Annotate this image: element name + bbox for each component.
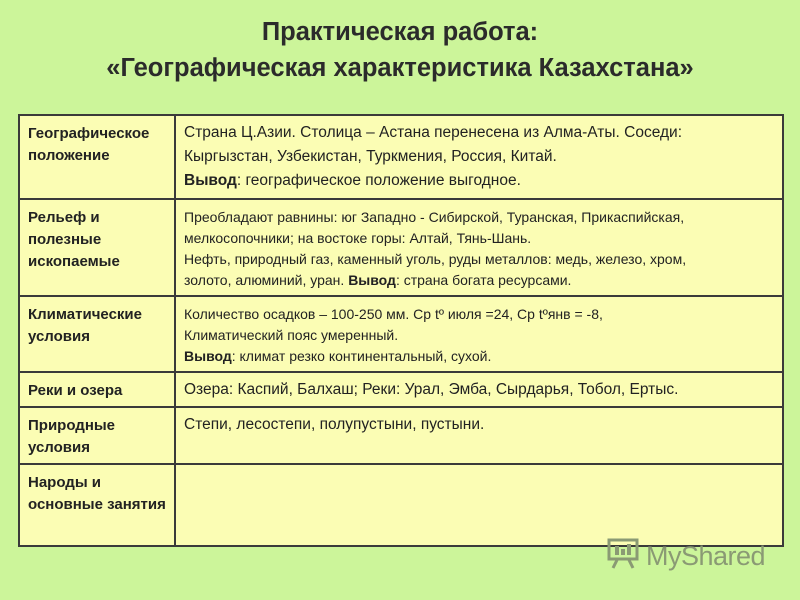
watermark — [606, 536, 765, 576]
table-row — [19, 372, 783, 407]
content-line: Кыргызстан, Узбекистан, Туркмения, Россия, Китай. — [184, 148, 557, 165]
conclusion-text: : климат резко континентальный, сухой. — [231, 348, 492, 364]
content-line: мелкосопочники; на востоке горы: Алтай, Тянь-Шань. — [184, 230, 532, 246]
slide-title — [0, 14, 800, 86]
table-row — [19, 407, 783, 464]
title-line-1: Практическая работа: — [261, 18, 539, 46]
row-content — [175, 115, 783, 199]
conclusion-label: Вывод — [184, 348, 232, 364]
content-line: Страна Ц.Азии. Столица – Астана перенесена из Алма-Аты. Соседи: — [184, 124, 683, 141]
table-row — [19, 199, 783, 296]
row-header: Народы и основные занятия — [19, 464, 175, 546]
content-line: Количество осадков – 100-250 мм. Ср tº июля =24, Ср tºянв = -8, — [184, 306, 603, 322]
content-line: Нефть, природный газ, каменный уголь, руды металлов: медь, железо, хром, — [184, 251, 687, 267]
characteristics-table — [18, 114, 784, 547]
content-text: золото, алюминий, уран. — [184, 272, 349, 288]
watermark-text: MyShared — [646, 540, 766, 571]
row-content — [175, 372, 783, 407]
content-line: Озера: Каспий, Балхаш; Реки: Урал, Эмба, Сырдарья, Тобол, Ертыс. — [184, 381, 679, 398]
table-row — [19, 115, 783, 199]
row-header: Рельеф и полезные ископаемые — [19, 199, 175, 296]
conclusion-line — [184, 169, 774, 193]
row-content — [175, 464, 783, 546]
conclusion-text: : страна богата ресурсами. — [395, 272, 572, 288]
conclusion-text: : географическое положение выгодное. — [236, 172, 521, 189]
conclusion-label: Вывод — [184, 172, 237, 189]
table-row — [19, 296, 783, 372]
conclusion-line — [184, 270, 774, 291]
row-header: Реки и озера — [19, 372, 175, 407]
row-content — [175, 407, 783, 464]
presentation-board-icon — [606, 536, 646, 577]
content-line: Климатический пояс умеренный. — [184, 327, 399, 343]
row-content — [175, 296, 783, 372]
content-line: Степи, лесостепи, полупустыни, пустыни. — [184, 416, 485, 433]
row-header: Климатические условия — [19, 296, 175, 372]
row-header: Географическое положение — [19, 115, 175, 199]
table-row — [19, 464, 783, 546]
row-header: Природные условия — [19, 407, 175, 464]
conclusion-line — [184, 346, 774, 367]
conclusion-label: Вывод — [348, 272, 396, 288]
content-line: Преобладают равнины: юг Западно - Сибирской, Туранская, Прикаспийская, — [184, 209, 685, 225]
title-line-2: «Географическая характеристика Казахстана» — [106, 54, 694, 82]
row-content — [175, 199, 783, 296]
